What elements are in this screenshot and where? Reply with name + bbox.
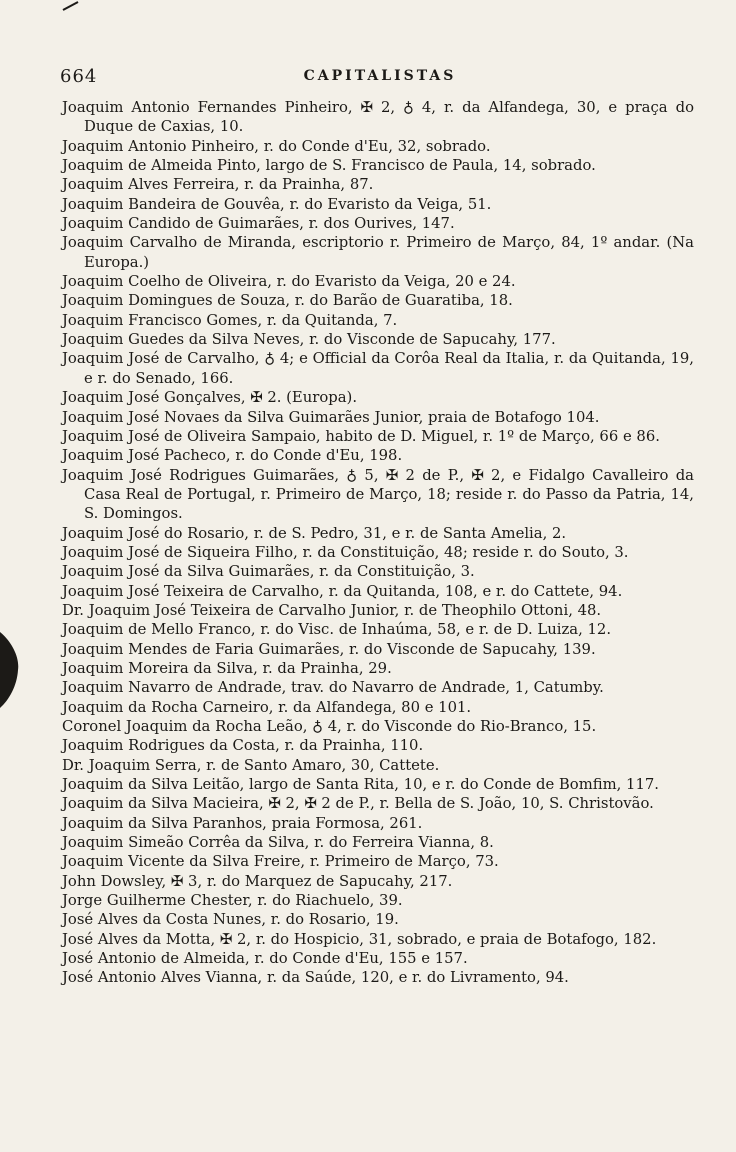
directory-entry: Joaquim Rodrigues da Costa, r. da Prainha, 110.: [62, 737, 424, 755]
directory-entry: Joaquim Guedes da Silva Neves, r. do Visconde de Sapucahy, 177.: [62, 331, 556, 349]
directory-entry: Joaquim Antonio Pinheiro, r. do Conde d'Eu, 32, sobrado.: [62, 137, 491, 155]
directory-entry: José Antonio Alves Vianna, r. da Saúde, 120, e r. do Livramento, 94.: [62, 969, 569, 987]
directory-entry: José Alves da Costa Nunes, r. do Rosario, 19.: [62, 911, 399, 929]
directory-entry: Jorge Guilherme Chester, r. do Riachuelo, 39.: [62, 892, 403, 910]
directory-entry: Dr. Joaquim José Teixeira de Carvalho Junior, r. de Theophilo Ottoni, 48.: [62, 601, 602, 619]
pen-tick-mark: [62, 0, 80, 12]
directory-entry: Joaquim Alves Ferreira, r. da Prainha, 87.: [62, 176, 374, 194]
directory-entry: Joaquim Mendes de Faria Guimarães, r. do Visconde de Sapucahy, 139.: [62, 640, 596, 658]
directory-entry: Joaquim José Teixeira de Carvalho, r. da Quitanda, 108, e r. do Cattete, 94.: [62, 582, 623, 600]
directory-entry: Joaquim Bandeira de Gouvêa, r. do Evaristo da Veiga, 51.: [62, 195, 492, 213]
directory-entry: Joaquim da Silva Leitão, largo de Santa Rita, 10, e r. do Conde de Bomfim, 117.: [62, 776, 659, 794]
directory-entry: Joaquim José da Silva Guimarães, r. da Constituição, 3.: [62, 563, 475, 581]
directory-entry: Joaquim Coelho de Oliveira, r. do Evaristo da Veiga, 20 e 24.: [62, 273, 516, 291]
directory-entry: Joaquim José de Carvalho, ♁ 4; e Official da Corôa Real da Italia, r. da Quitanda, 19, e r. do Senado, 166.: [62, 350, 694, 387]
page-header: [60, 66, 700, 92]
directory-entry: John Dowsley, ✠ 3, r. do Marquez de Sapucahy, 217.: [62, 872, 453, 890]
directory-entry: Joaquim da Silva Macieira, ✠ 2, ✠ 2 de P., r. Bella de S. João, 10, S. Christovão.: [62, 795, 654, 813]
directory-entry: Coronel Joaquim da Rocha Leão, ♁ 4, r. do Visconde do Rio-Branco, 15.: [62, 718, 597, 735]
directory-entries: [62, 98, 694, 988]
directory-entry: Joaquim José do Rosario, r. de S. Pedro, 31, e r. de Santa Amelia, 2.: [62, 524, 567, 542]
directory-entry: Joaquim José de Siqueira Filho, r. da Constituição, 48; reside r. do Souto, 3.: [62, 543, 629, 561]
directory-entry: Joaquim José Pacheco, r. do Conde d'Eu, 198.: [62, 447, 403, 465]
directory-entry: Dr. Joaquim Serra, r. de Santo Amaro, 30, Cattete.: [62, 756, 440, 774]
directory-entry: Joaquim Carvalho de Miranda, escriptorio r. Primeiro de Março, 84, 1º andar. (Na Europa.): [62, 234, 694, 271]
directory-entry: Joaquim José Novaes da Silva Guimarães Junior, praia de Botafogo 104.: [62, 408, 600, 426]
page-number: 664: [60, 66, 98, 87]
directory-entry: Joaquim da Rocha Carneiro, r. da Alfandega, 80 e 101.: [62, 698, 472, 716]
directory-entry: José Alves da Motta, ✠ 2, r. do Hospicio, 31, sobrado, e praia de Botafogo, 182.: [62, 930, 657, 948]
directory-entry: José Antonio de Almeida, r. do Conde d'Eu, 155 e 157.: [62, 950, 468, 968]
directory-entry: Joaquim Simeão Corrêa da Silva, r. do Ferreira Vianna, 8.: [62, 834, 494, 852]
directory-entry: Joaquim Candido de Guimarães, r. dos Ourives, 147.: [62, 215, 455, 233]
directory-entry: Joaquim Moreira da Silva, r. da Prainha, 29.: [62, 659, 392, 677]
directory-entry: Joaquim Domingues de Souza, r. do Barão de Guaratiba, 18.: [62, 292, 513, 310]
directory-entry: Joaquim de Mello Franco, r. do Visc. de Inhaúma, 58, e r. de D. Luiza, 12.: [62, 621, 612, 639]
running-title: CAPITALISTAS: [303, 68, 457, 84]
directory-entry: Joaquim da Silva Paranhos, praia Formosa, 261.: [62, 814, 423, 832]
directory-entry: Joaquim Francisco Gomes, r. da Quitanda, 7.: [62, 311, 398, 329]
directory-entry: Joaquim Navarro de Andrade, trav. do Navarro de Andrade, 1, Catumby.: [62, 679, 604, 697]
directory-entry: Joaquim José Gonçalves, ✠ 2. (Europa).: [62, 389, 358, 407]
directory-entry: Joaquim Antonio Fernandes Pinheiro, ✠ 2, ♁ 4, r. da Alfandega, 30, e praça do Duque de Caxias, 10.: [62, 99, 694, 136]
directory-entry: Joaquim José de Oliveira Sampaio, habito de D. Miguel, r. 1º de Março, 66 e 86.: [62, 427, 660, 445]
ink-blot-mark: [0, 630, 22, 710]
directory-entry: Joaquim de Almeida Pinto, largo de S. Francisco de Paula, 14, sobrado.: [62, 157, 596, 175]
directory-entry: Joaquim José Rodrigues Guimarães, ♁ 5, ✠ 2 de P., ✠ 2, e Fidalgo Cavalleiro da Casa Real de Portugal, r. Primeiro de Março, 18; reside r. do Passo da Patria, 14, S. Domingos.: [62, 466, 694, 523]
directory-entry: Joaquim Vicente da Silva Freire, r. Primeiro de Março, 73.: [62, 853, 499, 871]
